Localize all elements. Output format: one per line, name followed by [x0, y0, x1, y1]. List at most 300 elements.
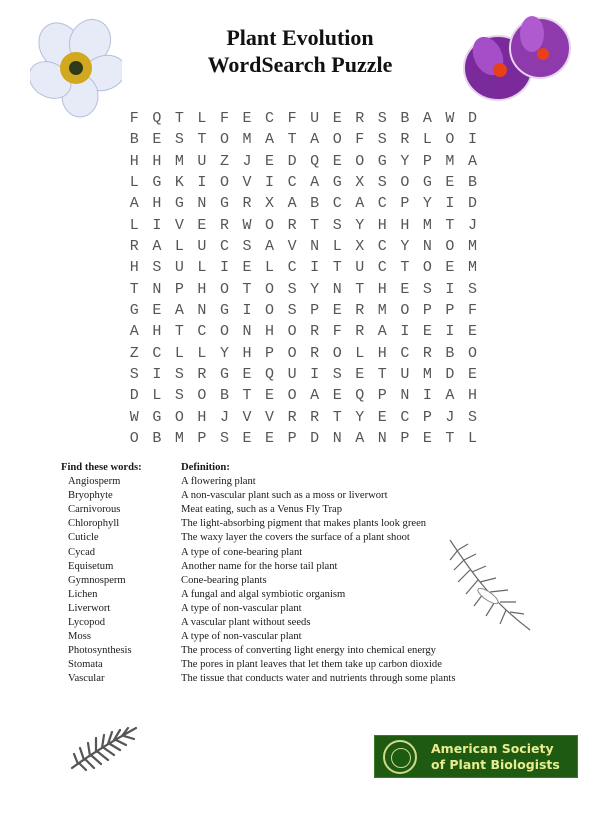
- grid-letter[interactable]: P: [287, 430, 297, 448]
- definition-list-header: Definition:: [181, 462, 230, 473]
- grid-letter[interactable]: O: [265, 280, 275, 298]
- grid-letter[interactable]: O: [197, 387, 207, 405]
- grid-letter[interactable]: M: [174, 152, 184, 170]
- word-item: Chlorophyll: [68, 518, 120, 530]
- word-list: [61, 461, 142, 687]
- grid-letter[interactable]: A: [129, 323, 139, 341]
- grid-letter[interactable]: E: [332, 387, 342, 405]
- grid-letter[interactable]: H: [129, 152, 139, 170]
- grid-letter[interactable]: B: [129, 131, 139, 149]
- grid-letter[interactable]: F: [467, 302, 477, 320]
- word-item: Gymnosperm: [68, 574, 126, 586]
- grid-letter[interactable]: Y: [400, 238, 410, 256]
- grid-letter[interactable]: B: [400, 110, 410, 127]
- grid-letter[interactable]: P: [422, 152, 432, 170]
- grid-letter[interactable]: T: [197, 131, 207, 149]
- grid-letter[interactable]: O: [332, 131, 342, 149]
- purple-flower-icon: [458, 8, 573, 108]
- grid-letter[interactable]: H: [152, 152, 162, 170]
- grid-letter[interactable]: V: [287, 238, 297, 256]
- grid-letter[interactable]: G: [219, 302, 229, 320]
- grid-letter[interactable]: J: [219, 408, 229, 426]
- grid-letter[interactable]: E: [355, 366, 365, 384]
- grid-letter[interactable]: E: [467, 323, 477, 341]
- grid-letter[interactable]: O: [400, 174, 410, 192]
- grid-letter[interactable]: U: [310, 110, 320, 127]
- white-flower-icon: [30, 18, 122, 118]
- grid-letter[interactable]: E: [467, 366, 477, 384]
- grid-letter[interactable]: M: [422, 216, 432, 234]
- grid-letter[interactable]: I: [310, 259, 320, 277]
- grid-letter[interactable]: H: [467, 387, 477, 405]
- grid-letter[interactable]: O: [355, 152, 365, 170]
- grid-letter[interactable]: C: [377, 238, 387, 256]
- grid-letter[interactable]: Y: [400, 152, 410, 170]
- grid-letter[interactable]: D: [445, 366, 455, 384]
- grid-letter[interactable]: Q: [152, 110, 162, 127]
- grid-letter[interactable]: G: [152, 174, 162, 192]
- fern-frond-icon: [440, 530, 535, 640]
- grid-letter[interactable]: O: [219, 323, 229, 341]
- grid-letter[interactable]: A: [422, 110, 432, 127]
- word-list-header: Find these words:: [61, 462, 142, 473]
- grid-letter[interactable]: C: [400, 408, 410, 426]
- grid-letter[interactable]: U: [197, 238, 207, 256]
- grid-letter[interactable]: S: [174, 131, 184, 149]
- grid-letter[interactable]: P: [174, 280, 184, 298]
- grid-letter[interactable]: O: [265, 216, 275, 234]
- grid-letter[interactable]: E: [242, 110, 252, 127]
- grid-letter[interactable]: O: [219, 174, 229, 192]
- grid-letter[interactable]: F: [332, 323, 342, 341]
- grid-letter[interactable]: B: [219, 387, 229, 405]
- grid-letter[interactable]: C: [265, 110, 275, 127]
- grid-letter[interactable]: A: [310, 174, 320, 192]
- word-item: Vascular: [68, 673, 105, 685]
- grid-letter[interactable]: O: [129, 430, 139, 448]
- grid-letter[interactable]: C: [377, 195, 387, 213]
- grid-letter[interactable]: E: [265, 387, 275, 405]
- grid-letter[interactable]: T: [174, 110, 184, 127]
- fern-leaf-icon: [66, 720, 141, 775]
- grid-letter[interactable]: T: [332, 259, 342, 277]
- aspb-logo: [374, 735, 578, 778]
- grid-letter[interactable]: K: [174, 174, 184, 192]
- grid-letter[interactable]: I: [400, 323, 410, 341]
- grid-letter[interactable]: R: [242, 195, 252, 213]
- grid-letter[interactable]: X: [355, 174, 365, 192]
- grid-letter[interactable]: P: [445, 302, 455, 320]
- grid-letter[interactable]: F: [219, 110, 229, 127]
- grid-letter[interactable]: O: [400, 302, 410, 320]
- grid-letter[interactable]: N: [310, 238, 320, 256]
- grid-letter[interactable]: I: [152, 366, 162, 384]
- grid-letter[interactable]: S: [287, 302, 297, 320]
- grid-letter[interactable]: A: [129, 195, 139, 213]
- grid-letter[interactable]: M: [467, 259, 477, 277]
- grid-letter[interactable]: H: [242, 344, 252, 362]
- grid-letter[interactable]: S: [332, 216, 342, 234]
- grid-letter[interactable]: G: [219, 366, 229, 384]
- grid-letter[interactable]: T: [242, 280, 252, 298]
- grid-letter[interactable]: V: [265, 408, 275, 426]
- grid-letter[interactable]: N: [400, 387, 410, 405]
- grid-letter[interactable]: L: [265, 259, 275, 277]
- grid-letter[interactable]: S: [332, 366, 342, 384]
- grid-letter[interactable]: P: [377, 387, 387, 405]
- grid-letter[interactable]: S: [467, 408, 477, 426]
- grid-letter[interactable]: C: [332, 195, 342, 213]
- grid-letter[interactable]: A: [355, 195, 365, 213]
- grid-letter[interactable]: L: [129, 174, 139, 192]
- grid-letter[interactable]: C: [287, 174, 297, 192]
- title-line-1: Plant Evolution: [226, 25, 374, 50]
- logo-line-2: of Plant Biologists: [431, 756, 560, 772]
- grid-letter[interactable]: M: [174, 430, 184, 448]
- grid-letter[interactable]: O: [445, 238, 455, 256]
- grid-letter[interactable]: U: [355, 259, 365, 277]
- word-item: Photosynthesis: [68, 645, 132, 657]
- grid-letter[interactable]: T: [355, 280, 365, 298]
- grid-letter[interactable]: S: [467, 280, 477, 298]
- grid-letter[interactable]: Y: [355, 408, 365, 426]
- grid-letter[interactable]: L: [197, 110, 207, 127]
- grid-letter[interactable]: E: [377, 408, 387, 426]
- word-item: Cuticle: [68, 532, 99, 544]
- grid-letter[interactable]: Y: [310, 280, 320, 298]
- grid-letter[interactable]: E: [422, 323, 432, 341]
- definition-item: A type of cone-bearing plant: [181, 546, 303, 558]
- grid-letter[interactable]: X: [265, 195, 275, 213]
- grid-letter[interactable]: F: [129, 110, 139, 127]
- definition-item: The pores in plant leaves that let them take up carbon dioxide: [181, 659, 442, 671]
- grid-letter[interactable]: I: [422, 387, 432, 405]
- grid-letter[interactable]: S: [377, 110, 387, 127]
- grid-letter[interactable]: U: [400, 366, 410, 384]
- grid-letter[interactable]: D: [467, 195, 477, 213]
- grid-letter[interactable]: H: [377, 216, 387, 234]
- grid-letter[interactable]: S: [377, 131, 387, 149]
- word-item: Lichen: [68, 588, 98, 600]
- definition-item: A type of non-vascular plant: [181, 631, 302, 643]
- grid-letter[interactable]: V: [242, 408, 252, 426]
- grid-letter[interactable]: E: [265, 430, 275, 448]
- grid-letter[interactable]: N: [197, 195, 207, 213]
- word-item: Stomata: [68, 659, 103, 671]
- grid-letter[interactable]: S: [422, 280, 432, 298]
- grid-letter[interactable]: P: [197, 430, 207, 448]
- grid-letter[interactable]: E: [152, 302, 162, 320]
- grid-letter[interactable]: L: [129, 216, 139, 234]
- grid-letter[interactable]: F: [355, 131, 365, 149]
- grid-letter[interactable]: R: [287, 408, 297, 426]
- grid-letter[interactable]: A: [310, 387, 320, 405]
- grid-letter[interactable]: P: [265, 344, 275, 362]
- grid-letter[interactable]: N: [332, 280, 342, 298]
- grid-letter[interactable]: M: [377, 302, 387, 320]
- grid-letter[interactable]: R: [422, 344, 432, 362]
- grid-letter[interactable]: F: [287, 110, 297, 127]
- grid-letter[interactable]: J: [445, 408, 455, 426]
- grid-letter[interactable]: E: [445, 174, 455, 192]
- grid-letter[interactable]: A: [265, 131, 275, 149]
- grid-letter[interactable]: M: [242, 131, 252, 149]
- grid-letter[interactable]: L: [174, 238, 184, 256]
- grid-letter[interactable]: L: [467, 430, 477, 448]
- title-line-2: WordSearch Puzzle: [207, 52, 393, 77]
- grid-letter[interactable]: O: [467, 344, 477, 362]
- grid-letter[interactable]: H: [197, 280, 207, 298]
- grid-letter[interactable]: L: [332, 238, 342, 256]
- grid-letter[interactable]: P: [400, 430, 410, 448]
- grid-letter[interactable]: C: [219, 238, 229, 256]
- grid-letter[interactable]: C: [400, 344, 410, 362]
- grid-letter[interactable]: O: [287, 387, 297, 405]
- grid-letter[interactable]: M: [445, 152, 455, 170]
- grid-letter[interactable]: O: [265, 302, 275, 320]
- grid-letter[interactable]: H: [197, 408, 207, 426]
- grid-letter[interactable]: R: [310, 344, 320, 362]
- grid-letter[interactable]: Q: [265, 366, 275, 384]
- grid-letter[interactable]: I: [242, 302, 252, 320]
- word-item: Equisetum: [68, 560, 114, 572]
- grid-letter[interactable]: N: [242, 323, 252, 341]
- grid-letter[interactable]: E: [332, 152, 342, 170]
- grid-letter[interactable]: C: [152, 344, 162, 362]
- grid-letter[interactable]: I: [310, 366, 320, 384]
- definition-item: A flowering plant: [181, 476, 256, 488]
- grid-letter[interactable]: O: [422, 259, 432, 277]
- grid-letter[interactable]: O: [174, 408, 184, 426]
- grid-letter[interactable]: J: [242, 152, 252, 170]
- grid-letter[interactable]: G: [174, 195, 184, 213]
- grid-letter[interactable]: O: [287, 344, 297, 362]
- grid-letter[interactable]: N: [152, 280, 162, 298]
- grid-letter[interactable]: S: [287, 280, 297, 298]
- grid-letter[interactable]: Q: [310, 152, 320, 170]
- grid-letter[interactable]: O: [219, 280, 229, 298]
- grid-letter[interactable]: R: [129, 238, 139, 256]
- grid-letter[interactable]: E: [265, 152, 275, 170]
- grid-letter[interactable]: V: [174, 216, 184, 234]
- grid-letter[interactable]: W: [129, 408, 139, 426]
- grid-letter[interactable]: A: [152, 238, 162, 256]
- grid-letter[interactable]: H: [152, 323, 162, 341]
- seal-icon: [383, 740, 417, 774]
- grid-letter[interactable]: E: [197, 216, 207, 234]
- grid-letter[interactable]: S: [242, 238, 252, 256]
- grid-letter[interactable]: A: [445, 387, 455, 405]
- grid-letter[interactable]: R: [287, 216, 297, 234]
- grid-letter[interactable]: T: [310, 216, 320, 234]
- grid-letter[interactable]: I: [265, 174, 275, 192]
- grid-letter[interactable]: G: [332, 174, 342, 192]
- grid-letter[interactable]: E: [242, 366, 252, 384]
- grid-letter[interactable]: O: [287, 323, 297, 341]
- grid-letter[interactable]: R: [310, 408, 320, 426]
- grid-letter[interactable]: G: [219, 195, 229, 213]
- grid-letter[interactable]: M: [467, 238, 477, 256]
- grid-letter[interactable]: Y: [355, 216, 365, 234]
- grid-letter[interactable]: L: [152, 387, 162, 405]
- grid-letter[interactable]: U: [174, 259, 184, 277]
- grid-letter[interactable]: N: [332, 430, 342, 448]
- definition-item: The light-absorbing pigment that makes plants look green: [181, 518, 427, 530]
- grid-letter[interactable]: S: [219, 430, 229, 448]
- grid-letter[interactable]: E: [422, 430, 432, 448]
- grid-letter[interactable]: T: [400, 259, 410, 277]
- grid-letter[interactable]: Y: [219, 344, 229, 362]
- grid-letter[interactable]: T: [242, 387, 252, 405]
- grid-letter[interactable]: T: [445, 430, 455, 448]
- grid-letter[interactable]: N: [197, 302, 207, 320]
- word-item: Carnivorous: [68, 504, 121, 516]
- grid-letter[interactable]: R: [355, 302, 365, 320]
- grid-letter[interactable]: I: [467, 131, 477, 149]
- grid-letter[interactable]: S: [152, 259, 162, 277]
- grid-letter[interactable]: A: [377, 323, 387, 341]
- grid-letter[interactable]: G: [377, 152, 387, 170]
- grid-letter[interactable]: W: [445, 110, 455, 127]
- grid-letter[interactable]: A: [265, 238, 275, 256]
- definition-item: The process of converting light energy into chemical energy: [181, 645, 436, 657]
- grid-letter[interactable]: P: [400, 195, 410, 213]
- grid-letter[interactable]: N: [422, 238, 432, 256]
- grid-letter[interactable]: H: [152, 195, 162, 213]
- grid-letter[interactable]: B: [445, 344, 455, 362]
- grid-letter[interactable]: O: [219, 131, 229, 149]
- grid-letter[interactable]: I: [445, 195, 455, 213]
- definition-item: Meat eating, such as a Venus Fly Trap: [181, 504, 343, 516]
- grid-letter[interactable]: R: [310, 323, 320, 341]
- definition-item: Cone-bearing plants: [181, 574, 267, 586]
- grid-letter[interactable]: C: [197, 323, 207, 341]
- grid-letter[interactable]: D: [129, 387, 139, 405]
- grid-letter[interactable]: A: [310, 131, 320, 149]
- grid-letter[interactable]: I: [197, 174, 207, 192]
- grid-letter[interactable]: O: [332, 344, 342, 362]
- grid-letter[interactable]: T: [129, 280, 139, 298]
- grid-letter[interactable]: E: [152, 131, 162, 149]
- grid-letter[interactable]: R: [400, 131, 410, 149]
- definition-item: Another name for the horse tail plant: [181, 560, 338, 572]
- grid-letter[interactable]: J: [467, 216, 477, 234]
- definition-item: A vascular plant without seeds: [181, 617, 311, 629]
- grid-letter[interactable]: G: [129, 302, 139, 320]
- grid-letter[interactable]: P: [422, 302, 432, 320]
- grid-letter[interactable]: A: [355, 430, 365, 448]
- definition-item: The tissue that conducts water and nutrients through some plants: [181, 673, 456, 685]
- word-item: Moss: [68, 631, 91, 643]
- word-item: Cycad: [68, 546, 96, 558]
- grid-letter[interactable]: S: [174, 387, 184, 405]
- grid-letter[interactable]: P: [422, 408, 432, 426]
- grid-letter[interactable]: Z: [219, 152, 229, 170]
- definition-list: [181, 461, 456, 687]
- word-search-grid: [123, 108, 484, 450]
- grid-letter[interactable]: S: [377, 174, 387, 192]
- grid-letter[interactable]: L: [197, 344, 207, 362]
- grid-letter[interactable]: P: [310, 302, 320, 320]
- grid-letter[interactable]: V: [242, 174, 252, 192]
- word-item: Liverwort: [68, 602, 111, 614]
- grid-letter[interactable]: B: [152, 430, 162, 448]
- grid-letter[interactable]: R: [355, 323, 365, 341]
- grid-letter[interactable]: T: [332, 408, 342, 426]
- grid-letter[interactable]: L: [174, 344, 184, 362]
- grid-letter[interactable]: D: [310, 430, 320, 448]
- grid-letter[interactable]: E: [400, 280, 410, 298]
- grid-letter[interactable]: O: [445, 131, 455, 149]
- grid-letter[interactable]: H: [377, 344, 387, 362]
- grid-letter[interactable]: G: [152, 408, 162, 426]
- grid-letter[interactable]: R: [219, 216, 229, 234]
- grid-letter[interactable]: R: [197, 366, 207, 384]
- grid-letter[interactable]: Y: [422, 195, 432, 213]
- grid-letter[interactable]: U: [197, 152, 207, 170]
- definition-item: A type of non-vascular plant: [181, 602, 302, 614]
- grid-letter[interactable]: X: [355, 238, 365, 256]
- grid-letter[interactable]: A: [467, 152, 477, 170]
- grid-letter[interactable]: M: [422, 366, 432, 384]
- grid-letter[interactable]: C: [287, 259, 297, 277]
- word-item: Bryophyte: [68, 490, 113, 502]
- grid-letter[interactable]: E: [242, 430, 252, 448]
- grid-letter[interactable]: H: [377, 280, 387, 298]
- grid-letter[interactable]: W: [242, 216, 252, 234]
- grid-letter[interactable]: U: [287, 366, 297, 384]
- grid-letter[interactable]: D: [287, 152, 297, 170]
- grid-letter[interactable]: T: [377, 366, 387, 384]
- grid-letter[interactable]: I: [219, 259, 229, 277]
- grid-letter[interactable]: E: [332, 302, 342, 320]
- word-item: Lycopod: [68, 617, 106, 629]
- grid-letter[interactable]: L: [422, 131, 432, 149]
- grid-letter[interactable]: Q: [355, 387, 365, 405]
- grid-letter[interactable]: G: [422, 174, 432, 192]
- grid-letter[interactable]: T: [174, 323, 184, 341]
- grid-letter[interactable]: A: [287, 195, 297, 213]
- grid-letter[interactable]: S: [129, 366, 139, 384]
- grid-letter[interactable]: B: [310, 195, 320, 213]
- grid-letter[interactable]: E: [332, 110, 342, 127]
- grid-letter[interactable]: H: [265, 323, 275, 341]
- grid-letter[interactable]: B: [467, 174, 477, 192]
- grid-letter[interactable]: I: [152, 216, 162, 234]
- grid-letter[interactable]: N: [377, 430, 387, 448]
- grid-letter[interactable]: I: [445, 280, 455, 298]
- word-item: Angiosperm: [68, 476, 121, 488]
- grid-letter[interactable]: R: [355, 110, 365, 127]
- grid-letter[interactable]: I: [445, 323, 455, 341]
- grid-letter[interactable]: C: [377, 259, 387, 277]
- grid-letter[interactable]: T: [287, 131, 297, 149]
- grid-letter[interactable]: D: [467, 110, 477, 127]
- grid-letter[interactable]: H: [400, 216, 410, 234]
- grid-letter[interactable]: H: [129, 259, 139, 277]
- grid-letter[interactable]: L: [355, 344, 365, 362]
- grid-letter[interactable]: S: [174, 366, 184, 384]
- page-title: [150, 24, 450, 78]
- grid-letter[interactable]: E: [242, 259, 252, 277]
- grid-letter[interactable]: A: [174, 302, 184, 320]
- grid-letter[interactable]: L: [197, 259, 207, 277]
- grid-letter[interactable]: Z: [129, 344, 139, 362]
- definition-item: The waxy layer the covers the surface of a plant shoot: [181, 532, 410, 544]
- grid-letter[interactable]: T: [445, 216, 455, 234]
- grid-letter[interactable]: E: [445, 259, 455, 277]
- definition-item: A non-vascular plant such as a moss or liverwort: [181, 490, 388, 502]
